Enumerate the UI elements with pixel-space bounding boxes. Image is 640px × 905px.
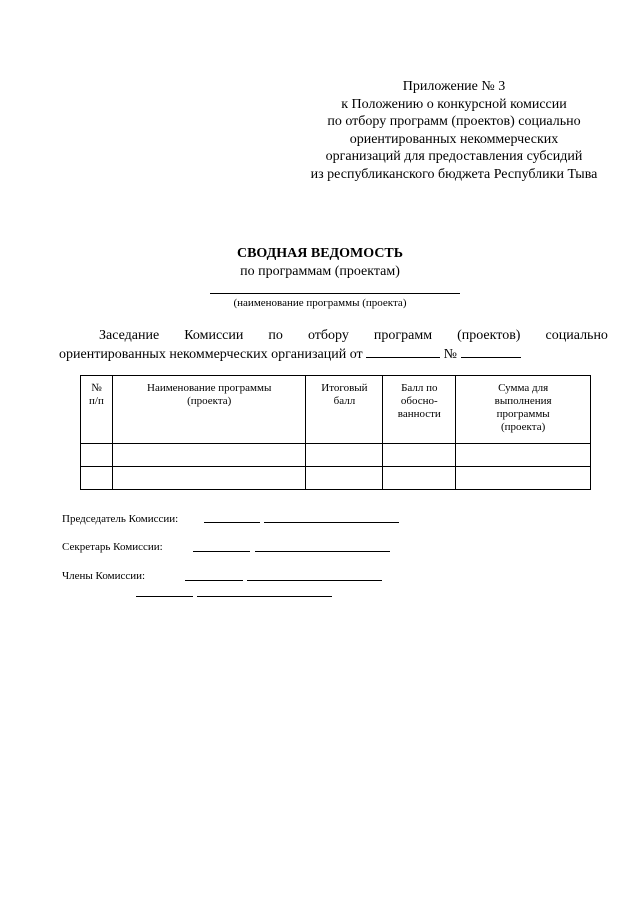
table-cell[interactable]	[306, 467, 383, 490]
meeting-word: (проектов)	[457, 328, 521, 343]
number-sign: №	[443, 347, 458, 362]
program-name-caption: (наименование программы (проекта)	[233, 297, 407, 309]
chairman-signature-blank	[204, 522, 260, 523]
table-cell[interactable]	[383, 444, 456, 467]
appendix-line: ориентированных некоммерческих	[349, 131, 559, 147]
appendix-line: Приложение № 3	[402, 79, 506, 94]
meeting-word: Комиссии	[184, 328, 244, 343]
summary-table	[80, 375, 591, 490]
chairman-name-blank	[264, 522, 399, 523]
meeting-line-2	[59, 345, 608, 364]
appendix-line: по отбору программ (проектов) социально	[327, 114, 581, 130]
meeting-word: по	[268, 328, 283, 343]
table-cell[interactable]	[112, 467, 306, 490]
column-header-amount: Сумма для выполнения программы (проекта)	[456, 376, 591, 444]
table-cell[interactable]	[306, 444, 383, 467]
meeting-word: Заседание	[99, 328, 160, 343]
table-header-row	[81, 376, 591, 444]
date-blank	[366, 345, 440, 358]
document-subtitle: по программам (проектам)	[240, 264, 400, 279]
meeting-word: программ	[373, 328, 433, 343]
appendix-line: к Положению о конкурсной комиссии	[341, 96, 567, 112]
meeting-line-1	[59, 326, 608, 345]
column-header-program-name: Наименование программы (проекта)	[112, 376, 306, 444]
member-signature-blank	[136, 596, 193, 597]
meeting-word: социально	[545, 328, 608, 343]
member-name-blank	[197, 596, 332, 597]
table-cell[interactable]	[112, 444, 306, 467]
appendix-line: организаций для предоставления субсидий	[325, 149, 583, 165]
table-cell[interactable]	[456, 444, 591, 467]
appendix-block	[285, 78, 623, 184]
secretary-signature-blank	[193, 551, 250, 552]
secretary-label: Секретарь Комиссии:	[62, 541, 163, 553]
appendix-line: из республиканского бюджета Республики Тыва	[310, 166, 598, 182]
table-row	[81, 444, 591, 467]
table-cell[interactable]	[383, 467, 456, 490]
program-name-blank	[210, 293, 460, 294]
meeting-text: ориентированных некоммерческих организаций от	[59, 347, 363, 362]
table-cell[interactable]	[81, 467, 113, 490]
members-label: Члены Комиссии:	[62, 570, 146, 582]
meeting-word: отбору	[307, 328, 349, 343]
chairman-label: Председатель Комиссии:	[62, 513, 179, 525]
column-header-total-score: Итоговый балл	[306, 376, 383, 444]
column-header-justification-score: Балл по обосно- ванности	[383, 376, 456, 444]
secretary-name-blank	[255, 551, 390, 552]
number-blank	[461, 345, 521, 358]
table-row	[81, 467, 591, 490]
meeting-paragraph	[59, 326, 608, 364]
member-signature-blank	[185, 580, 243, 581]
member-name-blank	[247, 580, 382, 581]
document-title: СВОДНАЯ ВЕДОМОСТЬ	[236, 246, 404, 261]
table-cell[interactable]	[81, 444, 113, 467]
column-header-number: № п/п	[81, 376, 113, 444]
table-cell[interactable]	[456, 467, 591, 490]
